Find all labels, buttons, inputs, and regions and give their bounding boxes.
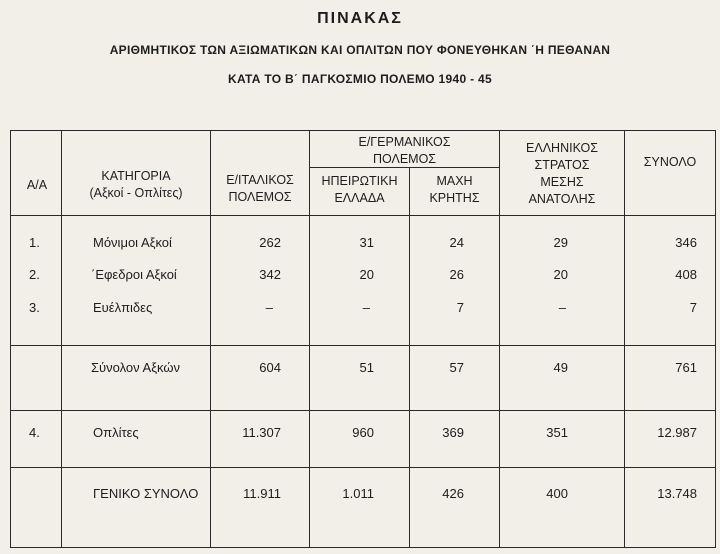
header-epirus (310, 173, 409, 207)
casualties-table (10, 130, 716, 548)
officers-total-crete: 57 (449, 360, 464, 375)
row-3-crete: 7 (456, 300, 464, 315)
row-2-index: 2. (29, 267, 40, 282)
row-3-mideast: – (558, 300, 566, 315)
officers-total-italian: 604 (259, 360, 281, 375)
header-category-line-1: ΚΑΤΗΓΟΡΙΑ (101, 169, 171, 183)
header-epirus-line-2: ΕΛΛΑΔΑ (334, 191, 385, 205)
grand-total-mideast: 400 (546, 486, 568, 501)
row-3-epirus: – (362, 300, 370, 315)
subtitle-line-1: ΑΡΙΘΜΗΤΙΚΟΣ ΤΩΝ ΑΞΙΩΜΑΤΙΚΩΝ ΚΑΙ ΟΠΛΙΤΩΝ ΠΟΥ ΦΟΝΕΥΘΗΚΑΝ ΄Η ΠΕΘΑΝΑΝ (109, 43, 611, 57)
header-italian-line-1: Ε/ΙΤΑΛΙΚΟΣ (226, 173, 294, 187)
row-4-total: 12.987 (657, 425, 697, 440)
row-2-label: ΄Εφεδροι Αξκοί (91, 267, 177, 282)
header-crete-line-1: ΜΑΧΗ (436, 174, 473, 188)
page-title: ΠΙΝΑΚΑΣ (317, 10, 403, 27)
row-2-italian: 342 (259, 267, 281, 282)
row-1-crete: 24 (449, 235, 464, 250)
officers-total-mideast: 49 (553, 360, 568, 375)
header-mideast-line-2: ΣΤΡΑΤΟΣ (534, 158, 590, 172)
row-4-mideast: 351 (546, 425, 568, 440)
header-mideast-line-1: ΕΛΛΗΝΙΚΟΣ (526, 141, 598, 155)
grand-total-total: 13.748 (657, 486, 697, 501)
header-italian-line-2: ΠΟΛΕΜΟΣ (228, 190, 292, 204)
grand-total-crete: 426 (442, 486, 464, 501)
row-4-index: 4. (29, 425, 40, 440)
header-german-war (310, 134, 499, 168)
row-4-italian: 11.307 (242, 425, 281, 440)
header-category (63, 168, 209, 202)
col-divider-6 (624, 131, 625, 547)
row-4-epirus: 960 (352, 425, 374, 440)
row-1-epirus: 31 (359, 235, 374, 250)
header-mideast-line-4: ΑΝΑΤΟΛΗΣ (528, 192, 596, 206)
row-2-mideast: 20 (553, 267, 568, 282)
grand-total-epirus: 1.011 (342, 486, 374, 501)
row-1-italian: 262 (259, 235, 281, 250)
header-middle-east-army (500, 140, 624, 208)
header-category-line-2: (Αξκοί - Οπλίτες) (89, 186, 183, 200)
row-1-mideast: 29 (553, 235, 568, 250)
header-epirus-line-1: ΗΠΕΙΡΩΤΙΚΗ (321, 174, 398, 188)
row-3-total: 7 (689, 300, 697, 315)
row-1-label: Μόνιμοι Αξκοί (93, 235, 172, 250)
officers-total-total: 761 (675, 360, 697, 375)
header-german-line-2: ΠΟΛΕΜΟΣ (372, 152, 437, 166)
row-1-index: 1. (29, 235, 40, 250)
header-aa: Α/Α (26, 178, 48, 192)
row-3-italian: – (265, 300, 273, 315)
officers-total-top-line (11, 345, 715, 346)
officers-total-epirus: 51 (359, 360, 374, 375)
row-2-total: 408 (675, 267, 697, 282)
row-1-total: 346 (675, 235, 697, 250)
header-italian-war (211, 172, 309, 206)
subtitle-line-2: ΚΑΤΑ ΤΟ Β΄ ΠΑΓΚΟΣΜΙΟ ΠΟΛΕΜΟ 1940 - 45 (228, 72, 492, 86)
header-bottom-line (11, 215, 715, 216)
header-crete-line-2: ΚΡΗΤΗΣ (429, 191, 480, 205)
soldiers-top-line (11, 410, 715, 411)
header-crete (410, 173, 499, 207)
officers-total-label: Σύνολον Αξκών (91, 360, 181, 375)
row-2-epirus: 20 (359, 267, 374, 282)
grand-total-label: ΓΕΝΙΚΟ ΣΥΝΟΛΟ (93, 486, 199, 501)
grand-total-italian: 11.911 (243, 486, 281, 501)
header-mideast-line-3: ΜΕΣΗΣ (540, 175, 584, 189)
row-2-crete: 26 (449, 267, 464, 282)
row-4-label: Οπλίτες (93, 425, 139, 440)
col-divider-1 (61, 131, 62, 547)
row-3-index: 3. (29, 300, 40, 315)
header-german-line-1: Ε/ΓΕΡΜΑΝΙΚΟΣ (358, 135, 451, 149)
header-total: ΣΥΝΟΛΟ (643, 155, 697, 169)
row-4-crete: 369 (442, 425, 464, 440)
grand-total-top-line (11, 467, 715, 468)
row-3-label: Ευέλπιδες (93, 300, 153, 315)
